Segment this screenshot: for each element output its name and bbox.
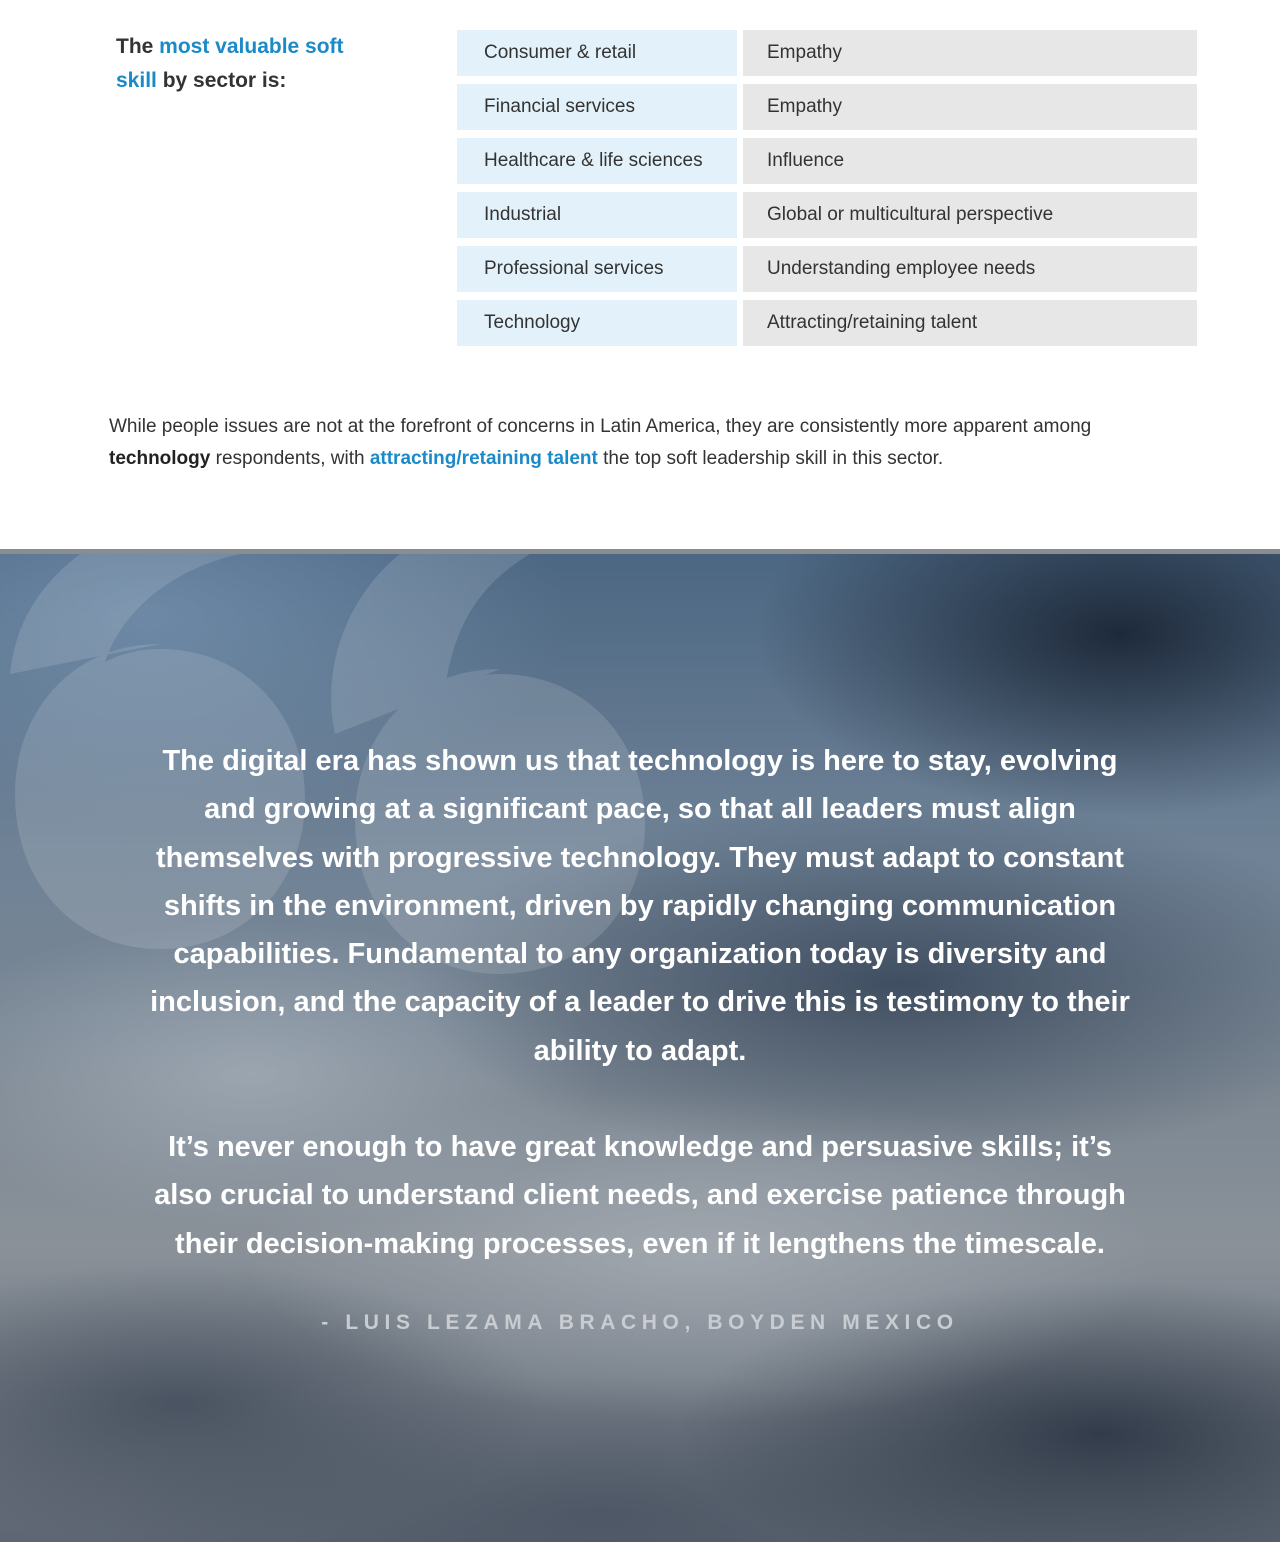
sector-section	[0, 0, 1280, 550]
sector-cell: Financial services	[457, 84, 737, 130]
paragraph-accent: attracting/retaining talent	[369, 448, 598, 469]
skill-cell: Empathy	[743, 30, 1197, 76]
lead-prefix: The	[116, 35, 160, 58]
table-row	[457, 138, 1197, 184]
sector-cell: Professional services	[457, 246, 737, 292]
paragraph-text: respondents, with	[210, 448, 370, 469]
skill-cell: Attracting/retaining talent	[743, 300, 1197, 346]
table-row	[457, 192, 1197, 238]
sector-skill-table	[457, 30, 1197, 354]
quote-text	[140, 737, 1140, 1268]
table-row	[457, 84, 1197, 130]
sector-cell: Healthcare & life sciences	[457, 138, 737, 184]
table-row	[457, 30, 1197, 76]
quote-paragraph-1: The digital era has shown us that technology is here to stay, evolving and growing at a significant pace, so that all leaders must align themselves with progressive technology. They must adapt to constant shifts in the environment, driven by rapidly changing communication capabilities. Fundamental to any organization today is diversity and inclusion, and the capacity of a leader to drive this is testimony to their ability to adapt.	[150, 745, 1130, 1067]
skill-cell: Understanding employee needs	[743, 246, 1197, 292]
skill-cell: Global or multicultural perspective	[743, 192, 1197, 238]
skill-cell: Influence	[743, 138, 1197, 184]
body-paragraph	[109, 411, 1189, 475]
lead-suffix: by sector is:	[156, 69, 287, 92]
quote-section	[0, 549, 1280, 1542]
lead-heading	[116, 30, 376, 98]
table-row	[457, 300, 1197, 346]
table-row	[457, 246, 1197, 292]
quote-paragraph-2: It’s never enough to have great knowledge and persuasive skills; it’s also crucial to understand client needs, and exercise patience through their decision-making processes, even if it lengthens the timescale.	[154, 1131, 1126, 1260]
paragraph-text: While people issues are not at the forefront of concerns in Latin America, they are consistently more apparent among	[109, 416, 1092, 437]
lead-accent: most valuable soft skill	[116, 35, 344, 92]
paragraph-text: the top soft leadership skill in this sector.	[597, 448, 944, 469]
paragraph-strong: technology	[109, 448, 211, 469]
sector-cell: Consumer & retail	[457, 30, 737, 76]
skill-cell: Empathy	[743, 84, 1197, 130]
sector-cell: Industrial	[457, 192, 737, 238]
quote-attribution: - LUIS LEZAMA BRACHO, BOYDEN MEXICO	[321, 1311, 959, 1334]
sector-cell: Technology	[457, 300, 737, 346]
